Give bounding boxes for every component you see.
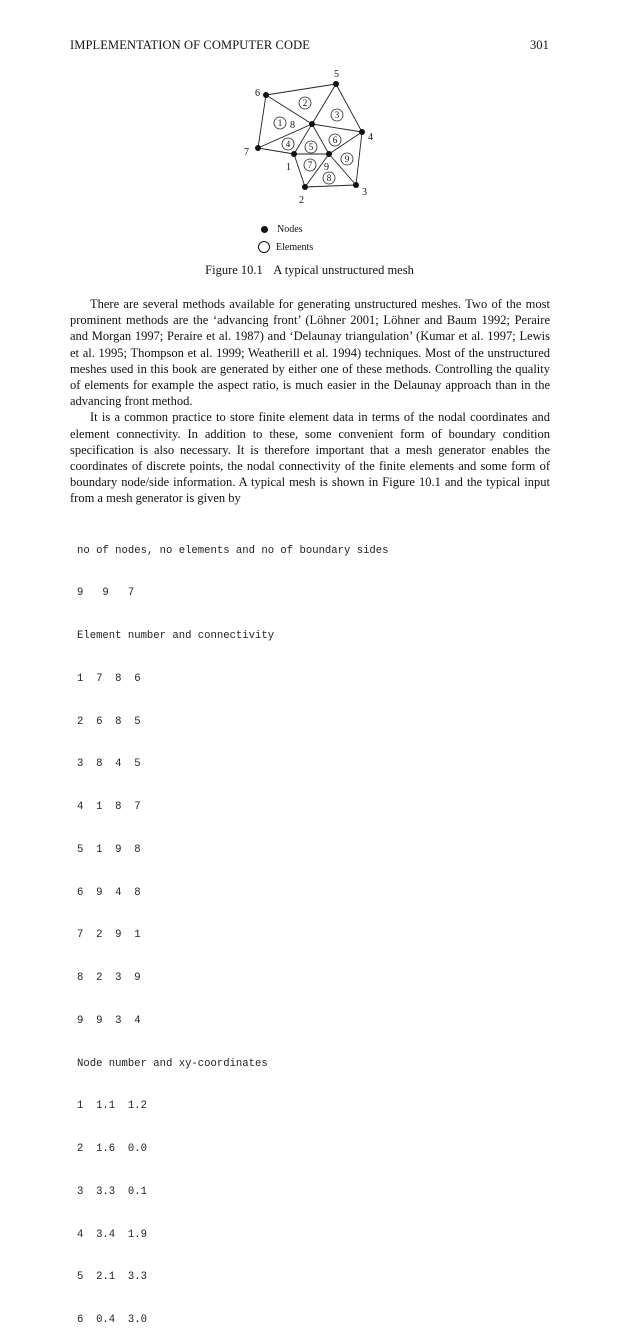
node-6 bbox=[263, 92, 269, 98]
legend-elements bbox=[258, 238, 313, 256]
code-line: Element number and connectivity bbox=[77, 630, 275, 642]
node-label: 7 bbox=[244, 147, 249, 158]
mesh-nodes bbox=[255, 81, 365, 190]
code-line: no of nodes, no elements and no of boundary sides bbox=[77, 544, 389, 557]
code-line: 7 2 9 1 bbox=[77, 929, 141, 942]
node-9 bbox=[326, 151, 332, 157]
edge-2-1 bbox=[294, 154, 305, 187]
element-label: 8 bbox=[326, 173, 332, 183]
code-line: 1 1.1 1.2 bbox=[77, 1100, 147, 1113]
legend-nodes-label: Nodes bbox=[277, 223, 303, 235]
node-7 bbox=[255, 145, 261, 151]
element-label: 2 bbox=[302, 98, 308, 108]
code-line: 3 3.3 0.1 bbox=[77, 1185, 147, 1198]
node-label: 1 bbox=[286, 162, 291, 173]
element-label: 1 bbox=[277, 118, 283, 128]
element-label: 3 bbox=[334, 110, 340, 120]
edge-7-6 bbox=[258, 95, 266, 148]
node-4 bbox=[359, 129, 365, 135]
figure-legend bbox=[258, 220, 313, 256]
code-line: 1 7 8 6 bbox=[77, 672, 141, 685]
edge-3-2 bbox=[305, 185, 356, 187]
node-label: 8 bbox=[290, 120, 295, 131]
edge-4-3 bbox=[356, 132, 362, 185]
node-label: 6 bbox=[255, 88, 260, 99]
edge-9-8 bbox=[312, 124, 329, 154]
node-label: 5 bbox=[334, 69, 339, 80]
code-line: 4 1 8 7 bbox=[77, 801, 141, 813]
edge-5-4 bbox=[336, 84, 362, 132]
code-line: 5 1 9 8 bbox=[77, 843, 141, 856]
code-listing bbox=[77, 515, 389, 1342]
edge-4-8 bbox=[312, 124, 362, 132]
code-line: 3 8 4 5 bbox=[77, 758, 141, 771]
node-label: 9 bbox=[324, 162, 329, 173]
caption-text: A typical unstructured mesh bbox=[273, 263, 414, 277]
edge-9-3 bbox=[326, 154, 356, 185]
node-3 bbox=[353, 182, 359, 188]
code-line: 5 2.1 3.3 bbox=[77, 1271, 147, 1284]
element-marker-icon bbox=[258, 241, 270, 253]
paragraph: There are several methods available for generating unstructured meshes. Two of the most prominent methods are the ‘advancing front’ (Löhner 2001; Löhner and Baum 1992; Peraire and Morgan 1997; Peraire et al. 1987) and ‘Delaunay triangulation’ (Kumar et al. 1997; Lewis et al. 1995; Thompson et al. 1999; Weatherill et al. 1994) techniques. Most of the unstructured meshes used in this book are generated by either one of these methods. Controlling the quality of elements for example the aspect ratio, is much easier in the Delaunay approach than in the advancing front method. bbox=[70, 297, 550, 409]
element-label: 4 bbox=[285, 139, 291, 149]
code-line: 6 0.4 3.0 bbox=[77, 1314, 147, 1326]
node-5 bbox=[333, 81, 339, 87]
code-line: Node number and xy-coordinates bbox=[77, 1057, 268, 1070]
figure-caption bbox=[0, 263, 619, 278]
edge-5-8 bbox=[312, 84, 336, 124]
code-line: 8 2 3 9 bbox=[77, 972, 141, 984]
element-label: 5 bbox=[308, 142, 314, 152]
mesh-diagram bbox=[200, 62, 420, 222]
node-1 bbox=[291, 151, 297, 157]
body-text bbox=[70, 296, 550, 507]
caption-number: Figure 10.1 bbox=[205, 263, 263, 277]
legend-nodes bbox=[258, 220, 313, 238]
page-number: 301 bbox=[529, 38, 549, 52]
code-line: 9 9 3 4 bbox=[77, 1014, 141, 1027]
node-marker-icon bbox=[261, 226, 268, 233]
paragraph: It is a common practice to store finite element data in terms of the nodal coordinates and element connectivity. In addition to these, some convenient form of boundary condition specification is also necessary. It is therefore important that a mesh generator enables the coordinates of discrete points, the nodal connectivity of the finite elements and some form of boundary node/side information. A typical mesh is shown in Figure 10.1 and the typical input from a mesh generator is given by bbox=[70, 410, 550, 506]
element-label: 6 bbox=[332, 135, 338, 145]
code-line: 2 6 8 5 bbox=[77, 715, 141, 728]
code-line: 9 9 7 bbox=[77, 587, 135, 600]
node-2 bbox=[302, 184, 308, 190]
node-label: 2 bbox=[299, 195, 304, 206]
element-label: 7 bbox=[307, 160, 313, 170]
code-line: 6 9 4 8 bbox=[77, 886, 141, 899]
element-label: 9 bbox=[344, 154, 350, 164]
edge-6-5 bbox=[266, 84, 336, 95]
code-line: 2 1.6 0.0 bbox=[77, 1143, 147, 1155]
node-label: 4 bbox=[368, 132, 373, 143]
running-title: IMPLEMENTATION OF COMPUTER CODE bbox=[70, 38, 310, 52]
node-8 bbox=[309, 121, 315, 127]
node-label: 3 bbox=[362, 187, 367, 198]
legend-elements-label: Elements bbox=[276, 241, 314, 253]
code-line: 4 3.4 1.9 bbox=[77, 1228, 147, 1241]
